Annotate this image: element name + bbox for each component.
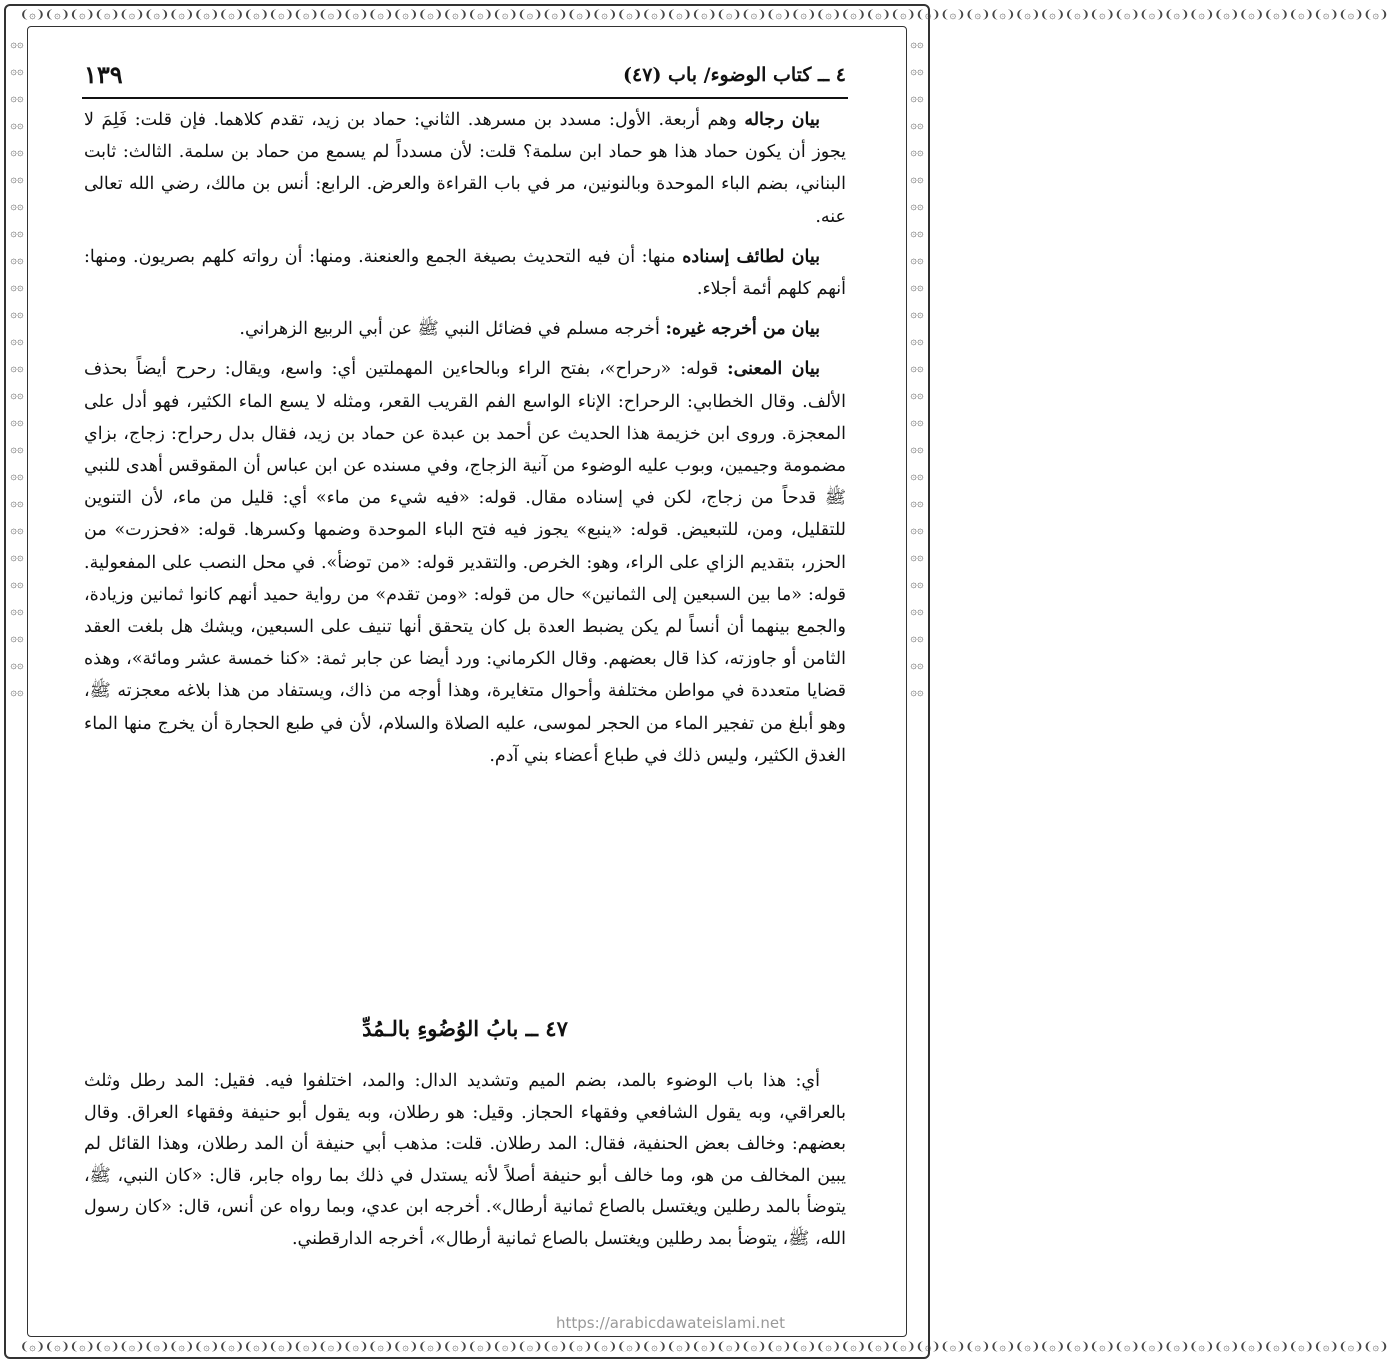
chapter-text bbox=[84, 1066, 846, 1256]
top-ornament-border: ❨۞❩❨۞❩❨۞❩❨۞❩❨۞❩❨۞❩❨۞❩❨۞❩❨۞❩❨۞❩❨۞❩❨۞❩❨۞❩❨۞❩❨۞❩❨۞❩❨۞❩❨۞❩❨۞❩❨۞❩❨۞❩❨۞❩❨۞❩❨۞❩❨۞❩❨۞❩❨۞❩❨۞❩❨۞❩❨۞❩❨۞❩❨۞❩❨۞❩❨۞❩❨۞❩❨۞❩❨۞❩❨۞❩❨۞❩❨۞❩❨۞❩❨۞❩❨۞❩❨۞❩❨۞❩❨۞❩❨۞❩❨۞❩❨۞❩❨۞❩❨۞❩❨۞❩❨۞❩❨۞❩❨۞❩ bbox=[20, 8, 1388, 21]
paragraph-lead: بيان لطائف إسناده bbox=[682, 246, 821, 267]
right-ornament-border: ۞۞۞۞۞۞۞۞۞۞۞۞۞۞۞۞۞۞۞۞۞۞۞۞۞۞۞۞۞۞۞۞۞۞۞۞۞۞۞۞۞۞۞۞۞۞۞۞۞۞ bbox=[910, 37, 924, 698]
paragraph-rijal bbox=[84, 104, 846, 233]
paragraph-akhraja bbox=[84, 313, 846, 345]
paragraph-text: قوله: «رحراح»، بفتح الراء وبالحاءين المهملتين أي: واسع، ويقال: رحرح أيضاً بحذف الألف. وقال الخطابي: الرحراح: الإناء الواسع الفم القريب القعر، ومثله لا يسع الماء الكثير، فهو أدل على المعجزة. وروى ابن خزيمة هذا الحديث عن أحمد بن عبدة عن حماد بن زيد، فقال بدل رحراح: زجاج، بزاي مضمومة وجيمين، وبوب عليه الوضوء من آنية الزجاج، وفي مسنده عن ابن عباس أن المقوقس أهدى للنبي ﷺ قدحاً من زجاج، لكن في إسناده مقال. قوله: «فيه شيء من ماء» أي: قليل من ماء، لأن التنوين للتقليل، ومن، للتبعيض. قوله: «ينبع» يجوز فيه فتح الباء الموحدة وضمها وكسرها. قوله: «فحزرت» من الحزر، بتقديم الزاي على الراء، وهو: الخرص. والتقدير قوله: «من توضأ». في محل النصب على المفعولية. قوله: «ما بين السبعين إلى الثمانين» حال من قوله: «ومن تقدم» من رواية حميد أنهم كانوا ثمانين وزيادة، والجمع بينهما أن أنساً لم يكن يضبط العدة بل كان يتحقق أنها تنيف على السبعين، ويشك هل بلغت العقد الثامن أو جاوزته، كذا قال بعضهم. وقال الكرماني: ورد أيضا عن جابر ثمة: «كنا خمسة عشر ومائة»، وهذه قضايا متعددة في مواطن مختلفة وأحوال متغايرة، وهذا أوجه من ذاك، ويستفاد من هذا بلاغه معجزته ﷺ، وهو أبلغ من تفجير الماء من الحجر لموسى، عليه الصلاة والسلام، لأن في طبع الحجارة أن يخرج منها الماء الغدق الكثير، وليس ذلك في طباع أعضاء بني آدم. bbox=[84, 359, 846, 766]
paragraph-lataif bbox=[84, 241, 846, 305]
running-head: ٤ ــ كتاب الوضوء/ باب (٤٧) bbox=[623, 64, 846, 86]
paragraph-text: منها: أن فيه التحديث بصيغة الجمع والعنعنة. ومنها: أن رواته كلهم بصريون. ومنها: أنهم كلهم أئمة أجلاء. bbox=[84, 246, 846, 300]
paragraph-mana bbox=[84, 353, 846, 772]
paragraph-lead: بيان المعنى: bbox=[727, 359, 821, 380]
bottom-ornament-border: ❨۞❩❨۞❩❨۞❩❨۞❩❨۞❩❨۞❩❨۞❩❨۞❩❨۞❩❨۞❩❨۞❩❨۞❩❨۞❩❨۞❩❨۞❩❨۞❩❨۞❩❨۞❩❨۞❩❨۞❩❨۞❩❨۞❩❨۞❩❨۞❩❨۞❩❨۞❩❨۞❩❨۞❩❨۞❩❨۞❩❨۞❩❨۞❩❨۞❩❨۞❩❨۞❩❨۞❩❨۞❩❨۞❩❨۞❩❨۞❩❨۞❩❨۞❩❨۞❩❨۞❩❨۞❩❨۞❩❨۞❩❨۞❩❨۞❩❨۞❩❨۞❩❨۞❩❨۞❩❨۞❩❨۞❩ bbox=[20, 1340, 1388, 1353]
paragraph-lead: بيان رجاله bbox=[744, 110, 820, 130]
chapter-title: ٤٧ ــ بابُ الوُضُوءِ بالـمُدِّ bbox=[362, 1016, 568, 1041]
main-text bbox=[84, 104, 846, 780]
left-ornament-border: ۞۞۞۞۞۞۞۞۞۞۞۞۞۞۞۞۞۞۞۞۞۞۞۞۞۞۞۞۞۞۞۞۞۞۞۞۞۞۞۞۞۞۞۞۞۞۞۞۞۞ bbox=[10, 37, 24, 698]
page-header bbox=[84, 60, 846, 94]
header-rule bbox=[82, 97, 848, 99]
paragraph-text: أخرجه مسلم في فضائل النبي ﷺ عن أبي الربيع الزهراني. bbox=[239, 319, 666, 340]
paragraph-lead: بيان من أخرجه غيره: bbox=[665, 319, 820, 340]
watermark-url: https://arabicdawateislami.net bbox=[556, 1314, 786, 1332]
paragraph-text: وهم أربعة. الأول: مسدد بن مسرهد. الثاني: حماد بن زيد، تقدم كلاهما. فإن قلت: فَلِمَ لا يجوز أن يكون حماد هذا هو حماد ابن سلمة؟ قلت: لأن مسدداً لم يسمع من حماد بن سلمة. الثالث: ثابت البناني، بضم الباء الموحدة وبالنونين، مر في باب القراءة والعرض. الرابع: أنس بن مالك، رضي الله تعالى عنه. bbox=[84, 110, 846, 227]
page-number: ١٣٩ bbox=[84, 60, 123, 89]
chapter-paragraph: أي: هذا باب الوضوء بالمد، بضم الميم وتشديد الدال: والمد، اختلفوا فيه. فقيل: المد رطل وثلث بالعراقي، وبه يقول الشافعي وفقهاء الحجاز. وقيل: هو رطلان، وبه يقول أبو حنيفة وفقهاء العراق. وقال بعضهم: وخالف بعض الحنفية، فقال: المد رطلان. قلت: مذهب أبي حنيفة أن المد رطلان، وهذا القائل لم يبين المخالف من هو، وما خالف أبو حنيفة أصلاً لأنه يستدل في ذلك بما رواه جابر، قال: «كان النبي، ﷺ، يتوضأ بالمد رطلين ويغتسل بالصاع ثمانية أرطال». أخرجه ابن عدي، وبما رواه عن أنس، قال: «كان رسول الله، ﷺ، يتوضأ بمد رطلين ويغتسل بالصاع ثمانية أرطال»، أخرجه الدارقطني. bbox=[84, 1071, 846, 1249]
